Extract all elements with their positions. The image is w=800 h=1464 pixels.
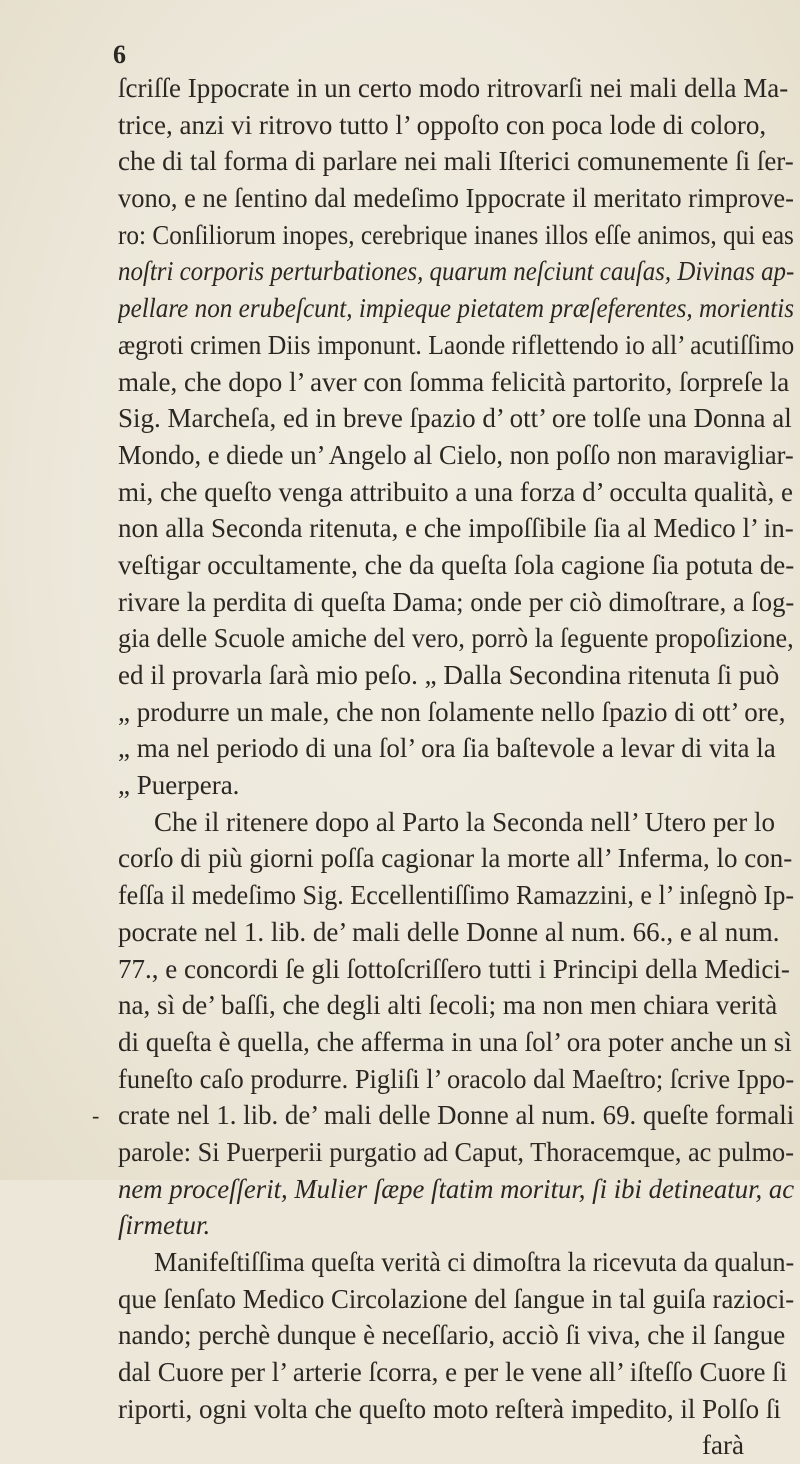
text-line: parole: Si Puerperii purgatio ad Caput, Thoracemque, ac pulmo- bbox=[118, 1136, 794, 1167]
text-line: mi, che queſto venga attribuito a una forza d’ occulta qualità, e bbox=[118, 476, 793, 507]
text-line: pellare non erubeſcunt, impieque pietatem præſeferentes, morientis bbox=[118, 293, 795, 324]
body-text bbox=[118, 70, 800, 1464]
text-line: feſſa il medeſimo Sig. Eccellentiſſimo Ramazzini, e l’ inſegnò Ip- bbox=[118, 880, 795, 911]
text-line: nem proceſſerit, Mulier ſæpe ſtatim moritur, ſi ibi detineatur, ac bbox=[118, 1173, 795, 1204]
text-line: vono, e ne ſentino dal medeſimo Ippocrate il meritato rimprove- bbox=[118, 183, 794, 214]
catchword: farà bbox=[702, 1430, 744, 1461]
text-line: dal Cuore per l’ arterie ſcorra, e per le vene all’ iſteſſo Cuore ſi bbox=[118, 1357, 788, 1388]
text-line: trice, anzi vi ritrovo tutto l’ oppoſto con poca lode di coloro, bbox=[118, 109, 767, 140]
margin-mark: - bbox=[92, 1103, 100, 1128]
text-line: corſo di più giorni poſſa cagionar la morte all’ Inferma, lo con- bbox=[118, 843, 793, 874]
text-line: ed il provarla ſarà mio peſo. „ Dalla Secondina ritenuta ſi può bbox=[118, 660, 780, 690]
text-line: Che il ritenere dopo al Parto la Seconda nell’ Utero per lo bbox=[154, 806, 776, 837]
text-line: ægroti crimen Diis imponunt. Laonde riflettendo io all’ acutiſſimo bbox=[118, 329, 795, 360]
text-line: „ produrre un male, che non ſolamente nello ſpazio di ott’ ore, bbox=[118, 696, 786, 727]
text-line: que ſenſato Medico Circolazione del ſangue in tal guiſa razioci- bbox=[118, 1283, 795, 1314]
text-line: „ Puerpera. bbox=[118, 770, 240, 801]
text-line: male, che dopo l’ aver con ſomma felicità partorito, ſorpreſe la bbox=[118, 366, 790, 397]
page-number: 6 bbox=[113, 40, 126, 69]
text-line: di queſta è quella, che afferma in una ſol’ ora poter anche un sì bbox=[118, 1026, 792, 1057]
text-line: Manifeſtiſſima queſta verità ci dimoſtra la ricevuta da qualun- bbox=[154, 1247, 795, 1277]
text-line: 77., e concordi ſe gli ſottoſcriſſero tutti i Principi della Medici- bbox=[118, 953, 790, 984]
text-line: crate nel 1. lib. de’ mali delle Donne al num. 69. queſte formali bbox=[118, 1100, 795, 1131]
text-line: che di tal forma di parlare nei mali Iſterici comunemente ſi ſer- bbox=[118, 146, 794, 177]
text-line: funeſto caſo produrre. Pigliſi l’ oracolo dal Maeſtro; ſcrive Ippo- bbox=[118, 1063, 795, 1094]
text-line: Sig. Marcheſa, ed in breve ſpazio d’ ott’ ore tolſe una Donna al bbox=[118, 403, 792, 434]
text-line: gia delle Scuole amiche del vero, porrò la ſeguente propoſizione, bbox=[118, 623, 794, 654]
text-line: non alla Seconda ritenuta, e che impoſſibile ſia al Medico l’ in- bbox=[118, 513, 794, 544]
text-line: ſcriſſe Ippocrate in un certo modo ritrovarſi nei mali della Ma- bbox=[118, 73, 789, 103]
text-line: nando; perchè dunque è neceſſario, acciò ſi viva, che il ſangue bbox=[118, 1320, 786, 1351]
text-line: ro: Conſiliorum inopes, cerebrique inanes illos eſſe animos, qui eas bbox=[118, 219, 794, 250]
text-line: noſtri corporis perturbationes, quarum neſciunt cauſas, Divinas ap- bbox=[118, 256, 795, 287]
text-line: rivare la perdita di queſta Dama; onde per ciò dimoſtrare, a ſog- bbox=[118, 586, 795, 617]
text-line: pocrate nel 1. lib. de’ mali delle Donne al num. 66., e al num. bbox=[118, 916, 780, 947]
text-line: Mondo, e diede un’ Angelo al Cielo, non poſſo non maravigliar- bbox=[118, 439, 794, 470]
text-line: na, sì de’ baſſi, che degli alti ſecoli; ma non men chiara verità bbox=[118, 990, 778, 1021]
text-line: ſirmetur. bbox=[118, 1210, 211, 1241]
text-line: veſtigar occultamente, che da queſta ſola cagione ſia potuta de- bbox=[118, 549, 795, 580]
text-line: riporti, ogni volta che queſto moto reſterà impedito, il Polſo ſi bbox=[118, 1393, 781, 1424]
text-line: „ ma nel periodo di una ſol’ ora ſia baſtevole a levar di vita la bbox=[118, 733, 776, 764]
